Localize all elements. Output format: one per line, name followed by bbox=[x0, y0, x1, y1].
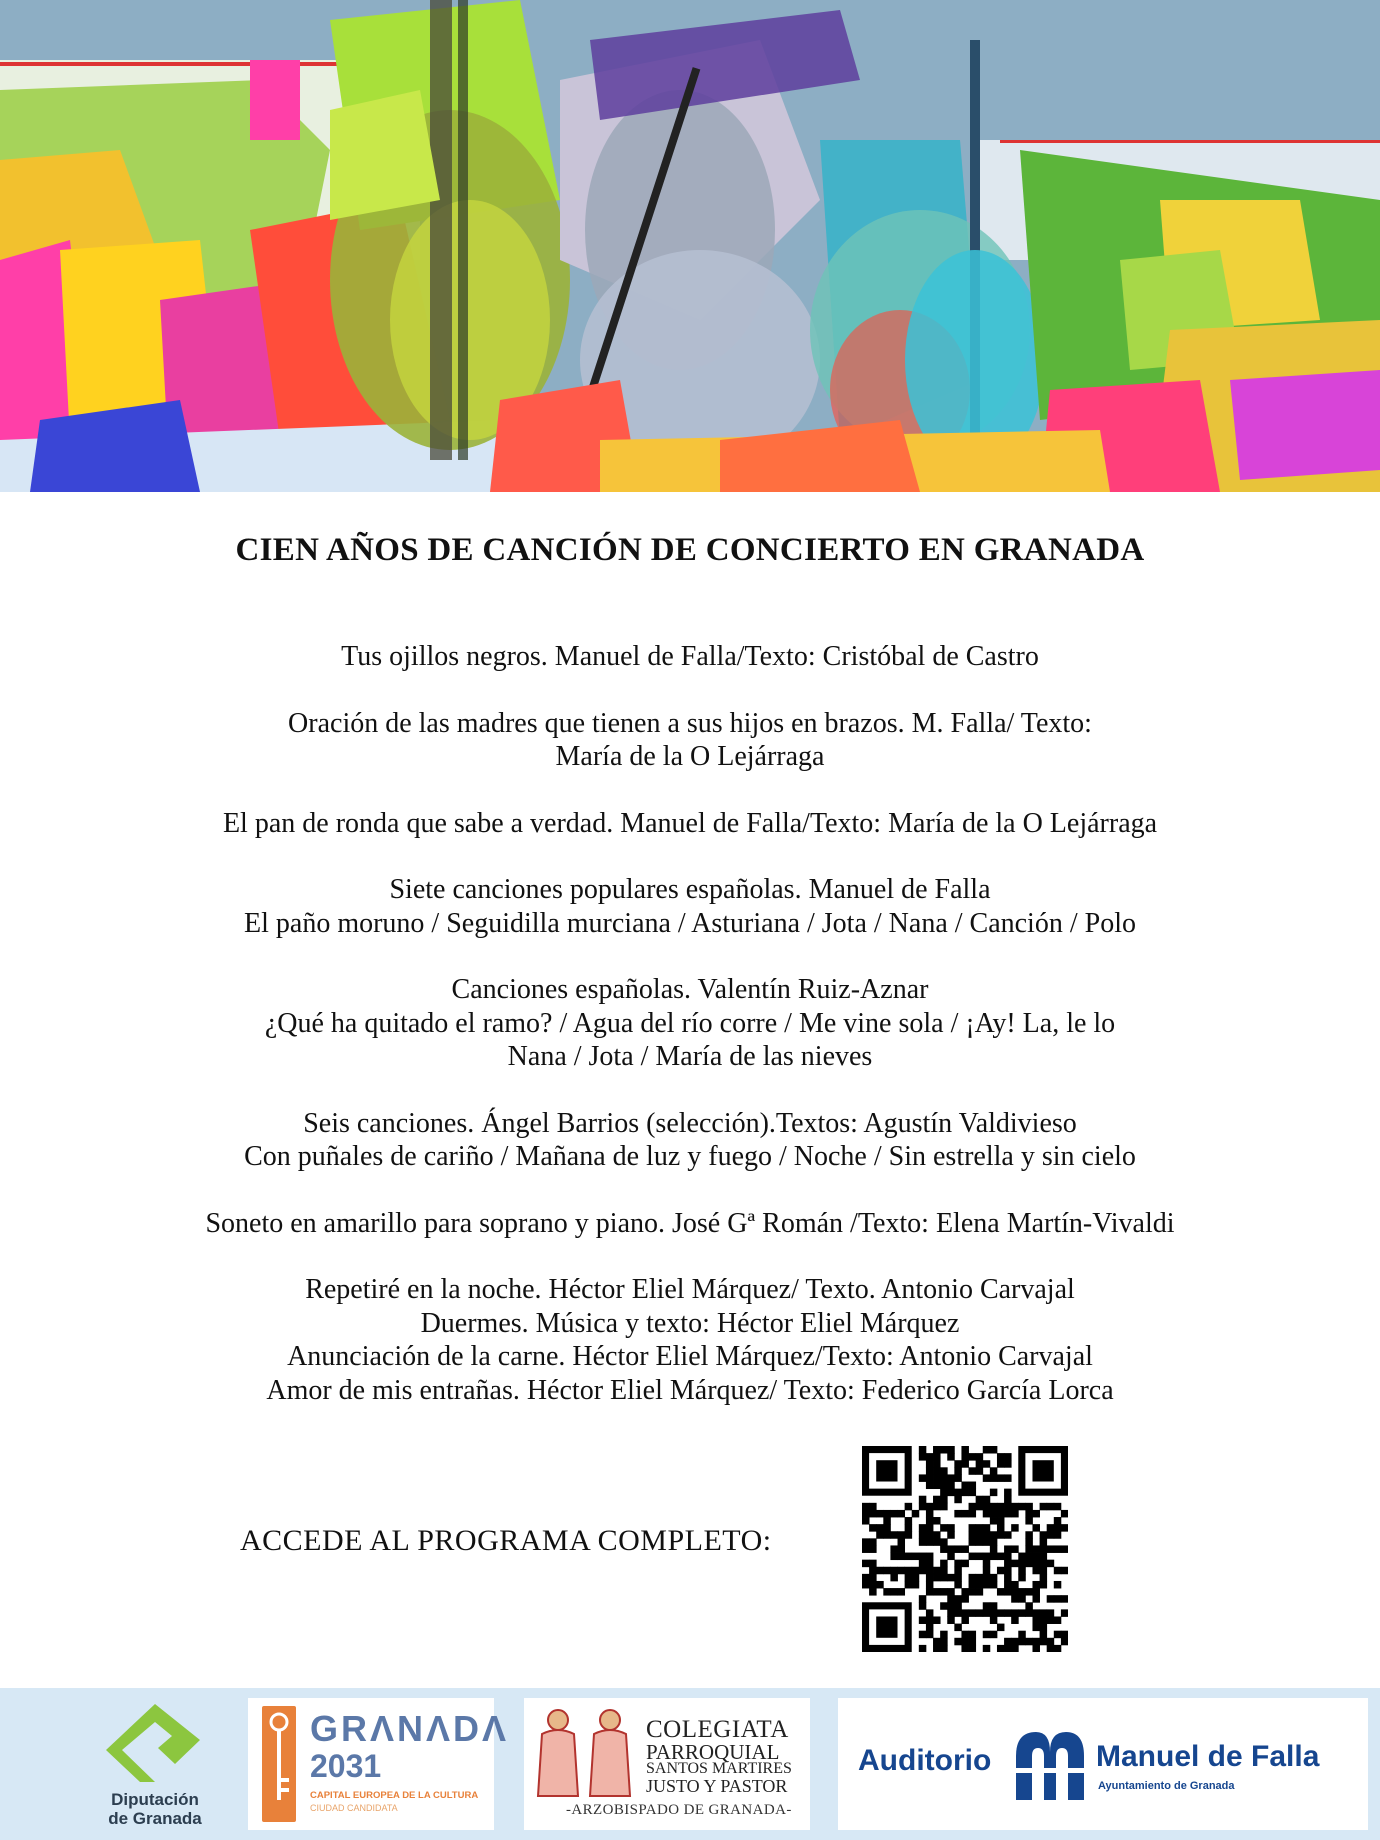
colegiata-line1: COLEGIATA bbox=[646, 1716, 789, 1743]
program-line: ¿Qué ha quitado el ramo? / Agua del río corre / Me vine sola / ¡Ay! La, le lo bbox=[264, 1007, 1116, 1039]
program-line: Oración de las madres que tienen a sus hijos en brazos. M. Falla/ Texto: bbox=[288, 707, 1092, 739]
program-line: El pan de ronda que sabe a verdad. Manuel de Falla/Texto: María de la O Lejárraga bbox=[222, 807, 1158, 839]
diputacion-name-line1: Diputación bbox=[111, 1790, 199, 1809]
program-line: Con puñales de cariño / Mañana de luz y fuego / Noche / Sin estrella y sin cielo bbox=[244, 1141, 1136, 1172]
program-item bbox=[90, 807, 1290, 841]
program-item bbox=[90, 640, 1290, 674]
program-line: Anunciación de la carne. Héctor Eliel Márquez/Texto: Antonio Carvajal bbox=[287, 1341, 1093, 1372]
sponsors-footer bbox=[0, 1688, 1380, 1840]
colegiata-line5: -ARZOBISPADO DE GRANADA- bbox=[566, 1802, 792, 1818]
program-item bbox=[90, 1273, 1290, 1407]
program-line: Tus ojillos negros. Manuel de Falla/Texto: Cristóbal de Castro bbox=[341, 641, 1039, 672]
program-line: Seis canciones. Ángel Barrios (selección).Textos: Agustín Valdivieso bbox=[303, 1107, 1077, 1139]
program-line: Nana / Jota / María de las nieves bbox=[507, 1041, 873, 1072]
program-item bbox=[90, 1107, 1290, 1174]
colegiata-line3: SANTOS MARTIRES bbox=[646, 1760, 792, 1777]
diputacion-logo bbox=[60, 1698, 250, 1830]
qr-code-icon bbox=[862, 1446, 1068, 1652]
page-title: CIEN AÑOS DE CANCIÓN DE CONCIERTO EN GRANADA bbox=[235, 532, 1145, 568]
program-line: Duermes. Música y texto: Héctor Eliel Márquez bbox=[420, 1307, 960, 1339]
diputacion-name-line2: de Granada bbox=[108, 1809, 202, 1828]
auditorio-subtitle: Ayuntamiento de Granada bbox=[1098, 1780, 1235, 1792]
granada-wordmark: GRΛNΛDΛ bbox=[310, 1708, 510, 1749]
saints-figures-icon bbox=[528, 1704, 644, 1804]
program-line: Canciones españolas. Valentín Ruiz-Aznar bbox=[451, 974, 929, 1005]
program-line: Amor de mis entrañas. Héctor Eliel Márquez/ Texto: Federico García Lorca bbox=[266, 1374, 1114, 1406]
auditorio-logo bbox=[838, 1698, 1368, 1830]
colegiata-line2: PARROQUIAL bbox=[646, 1740, 780, 1764]
program-qr-code[interactable] bbox=[862, 1446, 1068, 1652]
program-list bbox=[90, 640, 1290, 1440]
diputacion-emblem-icon bbox=[60, 1698, 250, 1788]
auditorio-word: Auditorio bbox=[858, 1744, 992, 1777]
program-line: Soneto en amarillo para soprano y piano. José Gª Román /Texto: Elena Martín-Vivaldi bbox=[205, 1207, 1175, 1239]
hero-artwork bbox=[0, 0, 1380, 492]
program-line: Repetiré en la noche. Héctor Eliel Márquez/ Texto. Antonio Carvajal bbox=[305, 1274, 1075, 1305]
granada-subtitle: CAPITAL EUROPEA DE LA CULTURA bbox=[310, 1790, 479, 1801]
colegiata-logo bbox=[524, 1698, 810, 1830]
key-icon bbox=[248, 1698, 308, 1830]
access-program-label: ACCEDE AL PROGRAMA COMPLETO: bbox=[240, 1524, 772, 1557]
auditorio-name: Manuel de Falla bbox=[1096, 1740, 1320, 1773]
granada-year: 2031 bbox=[310, 1748, 382, 1784]
program-item bbox=[90, 1207, 1290, 1241]
program-line: Siete canciones populares españolas. Manuel de Falla bbox=[389, 874, 991, 905]
program-line: El paño moruno / Seguidilla murciana / Asturiana / Jota / Nana / Canción / Polo bbox=[244, 907, 1136, 939]
colegiata-line4: JUSTO Y PASTOR bbox=[646, 1776, 788, 1796]
program-item bbox=[90, 707, 1290, 774]
program-line: María de la O Lejárraga bbox=[555, 741, 825, 772]
granada-candidate: CIUDAD CANDIDATA bbox=[310, 1803, 398, 1813]
program-item bbox=[90, 973, 1290, 1074]
instruments-painting bbox=[0, 0, 1380, 492]
program-item bbox=[90, 873, 1290, 940]
auditorio-emblem-icon bbox=[1010, 1726, 1090, 1806]
granada-2031-logo bbox=[248, 1698, 510, 1830]
